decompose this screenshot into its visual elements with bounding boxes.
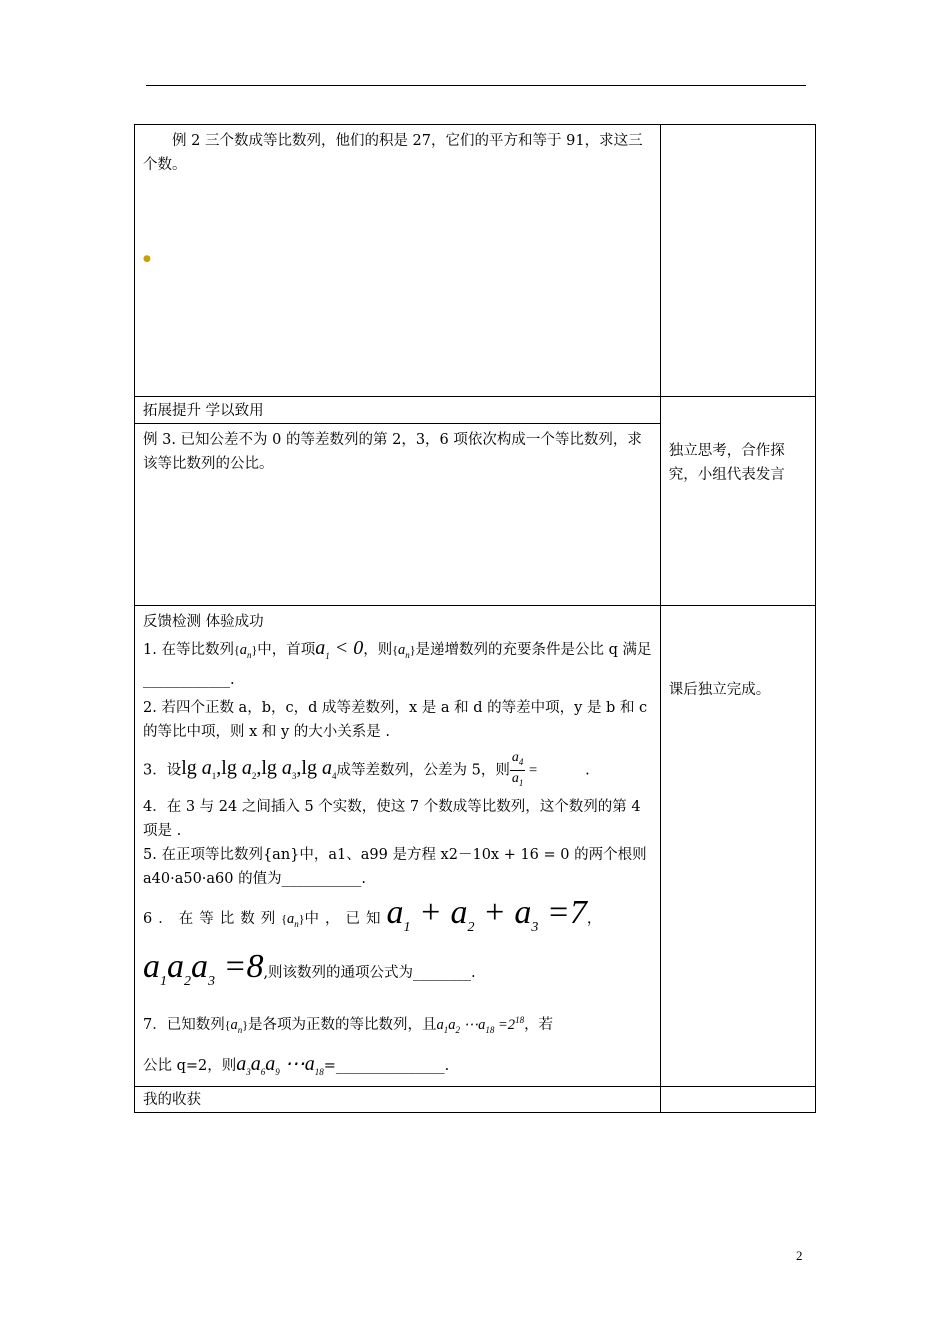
q7-post: ，若 — [524, 1017, 554, 1034]
question-5: 5. 在正项等比数列{an}中，a1、a99 是方程 x2－10x + 16 = 0 的两个根则 a40·a50·a60 的值为___________. — [143, 846, 647, 887]
extension-header: 拓展提升 学以致用 — [143, 403, 264, 419]
harvest-header: 我的收获 — [143, 1091, 201, 1108]
seq-a-n-formula-3: $\{a_n\}$ — [281, 910, 305, 929]
example2-text — [143, 129, 652, 177]
feedback-note: 课后独立完成。 — [668, 682, 771, 698]
extension-note-cell — [660, 397, 815, 606]
q3-pre: 3．设 — [143, 762, 182, 779]
lesson-table — [134, 124, 816, 1113]
q3-post: . — [585, 762, 590, 779]
product-equals-8-formula: $a_1a_2a_3 =8$ — [143, 948, 264, 990]
a1-negative-formula: $a_1 < 0$ — [315, 637, 364, 661]
seq-a-n-formula-2: $\{a_n\}$ — [392, 642, 416, 660]
product-power-formula: $a_1a_2$ $\cdots a_{18} =2^{18}$ — [436, 1015, 525, 1035]
q6-pre: 6．在等比数列 — [143, 910, 282, 927]
extension-note: 独立思考，合作探究，小组代表发言 — [668, 443, 785, 483]
q1-post: 是递增数列的充要条件是公比 q 满足____________. — [143, 642, 652, 688]
extension-header-cell — [135, 397, 661, 424]
lg-sequence-formula: $\lg a_1,\lg$ $a_2,\lg$ $a_3,\lg$ $a_4$ — [181, 757, 337, 782]
q7-mid: 是各项为正数的等比数列，且 — [248, 1017, 437, 1034]
q7-line2-pre: 公比 q=2，则 — [143, 1057, 237, 1074]
feedback-cell — [135, 606, 661, 1087]
example3-text: 例 3. 已知公差不为 0 的等差数列的第 2，3，6 项依次构成一个等比数列，求该等比数列的公比。 — [143, 432, 642, 472]
question-4: 4．在 3 与 24 之间插入 5 个实数，使这 7 个数成等比数列，这个数列的第 4 项是 . — [143, 798, 641, 839]
example2-label: 例 2 — [172, 133, 201, 149]
question-3: 3．设$\lg a_1,\lg$ $a_2,\lg$ $a_3,\lg$ $a_4$成等差数列，公差为 5，则 $\frac{a_4}{a_1}$ = . — [143, 750, 652, 791]
q3-mid: 成等差数列，公差为 5，则 — [336, 762, 510, 779]
q1-mid1: 中，首项 — [257, 642, 316, 658]
q7-line2-post: =_______________. — [323, 1057, 450, 1074]
page-number: 2 — [796, 1248, 803, 1263]
question-1 — [143, 636, 652, 692]
q6-post: ,则该数列的通项公式为________. — [263, 965, 476, 982]
example2-cell — [135, 125, 661, 397]
example2-body: 三个数成等比数列，他们的积是 27，它们的平方和等于 91，求这三个数。 — [143, 133, 643, 173]
question-7 — [143, 1008, 652, 1084]
seq-a-n-formula: $\{a_n\}$ — [233, 642, 258, 660]
example2-side-cell — [660, 125, 815, 397]
question-2: 2. 若四个正数 a，b，c，d 成等差数列，x 是 a 和 d 的等差中项，y 是 b 和 c 的等比中项，则 x 和 y 的大小关系是 . — [143, 700, 648, 740]
feedback-note-cell — [660, 606, 815, 1087]
q7-pre: 7．已知数列 — [143, 1017, 225, 1034]
seq-a-n-formula-4: $\{a_n\}$ — [224, 1017, 249, 1035]
q1-mid2: ，则 — [363, 642, 393, 658]
product-a3-a18-formula: $a_3a_6a_9$ $\cdots a_{18}$ — [236, 1052, 324, 1077]
question-6 — [143, 893, 652, 1003]
example3-cell — [135, 424, 661, 606]
a4-over-a1-fraction: $\frac{a_4}{a_1}$ — [511, 750, 524, 788]
q6-comma: ， — [586, 910, 602, 927]
stray-mark: ● — [143, 254, 151, 264]
harvest-side-cell — [660, 1086, 815, 1112]
harvest-cell — [135, 1086, 661, 1112]
q6-mid: 中，已知 — [304, 910, 387, 927]
sum-equals-7-formula: $a_1 + a_2 + a_3 =7$ — [386, 893, 587, 935]
q1-pre: 1. 在等比数列 — [143, 642, 234, 658]
header-rule — [146, 85, 806, 86]
feedback-header: 反馈检测 体验成功 — [143, 614, 264, 630]
